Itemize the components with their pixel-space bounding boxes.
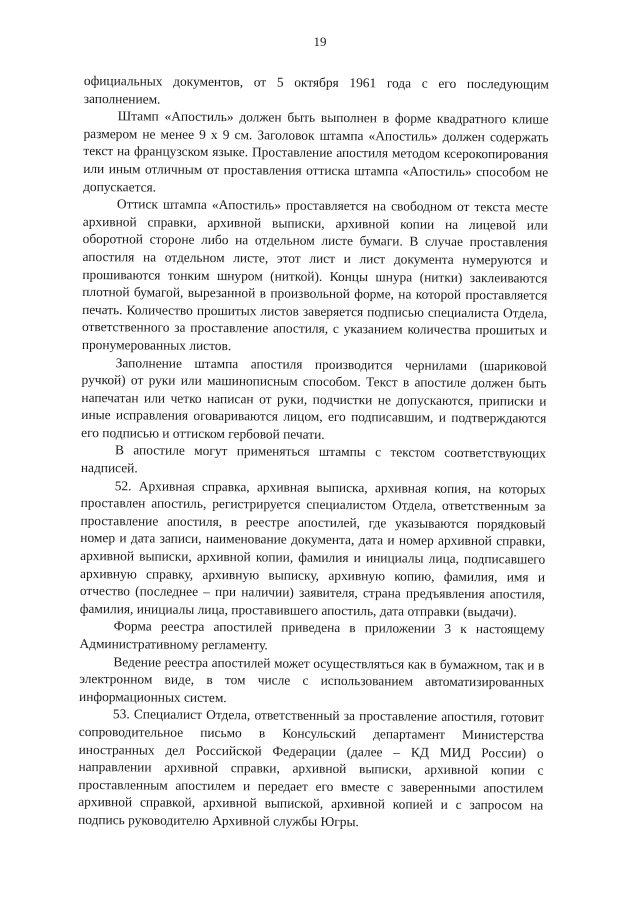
- document-body: [78, 72, 549, 832]
- paragraph-6: 52. Архивная справка, архивная выписка, архивная копия, на которых проставлен апостиль, регистрируется специалистом Отдела, ответственным за проставление апостиля, в реестре апостилей, где указываются порядковый номер и дата записи, наименование документа, дата и номер архивной справки, архивной выписки, архивной копии, фамилия и инициалы лица, подписавшего архивную справку, архивную выписку, архивную копию, фамилия, имя и отчество (последнее – при наличии) заявителя, страна предъявления апостиля, фамилия, инициалы лица, проставившего апостиль, дата отправки (выдачи).: [79, 477, 546, 620]
- paragraph-5: В апостиле могут применяться штампы с текстом соответствующих надписей.: [80, 442, 547, 476]
- paragraph-2: Штамп «Апостиль» должен быть выполнен в форме квадратного клише размером не менее 9 x 9 см. Заголовок штампа «Апостиль» должен содержать текст на французском языке. Проставление апостиля методом ксерокопирования или иным отличным от проставления оттиска штампа «Апостиль» способом не допускается.: [83, 108, 549, 195]
- page-number: 19: [313, 34, 327, 49]
- paragraph-1: официальных документов, от 5 октября 1961 года с его последующим заполнением.: [83, 72, 549, 107]
- paragraph-3: Оттиск штампа «Апостиль» проставляется на свободном от текста месте архивной справки, архивной выписки, архивной копии на лицевой или оборотной стороне либо на отдельном листе бумаги. В случае проставления апостиля на отдельном листе, этот лист и лист документа нумеруются и прошиваются тонким шнуром (ниткой). Концы шнура (нитки) заклеиваются плотной бумагой, вырезанной в произвольной форме, на которой проставляется печать. Количество прошитых листов заверяется подписью специалиста Отдела, ответственного за проставление апостиля, с указанием количества прошитых и пронумерованных листов.: [81, 196, 549, 354]
- paragraph-9: 53. Специалист Отдела, ответственный за проставление апостиля, готовит сопроводительное письмо в Консульский департамент Министерства иностранных дел Российской Федерации (далее – КД МИД России) о направлении архивной справки, архивной выписки, архивной копии с проставленным апостилем и передает его вместе с заверенными апостилем архивной справкой, архивной выпиской, архивной копией и с запросом на подпись руководителю Архивной службы Югры.: [78, 706, 545, 830]
- paragraph-7: Форма реестра апостилей приведена в приложении 3 к настоящему Административному регламенту.: [79, 618, 545, 653]
- paragraph-8: Ведение реестра апостилей может осуществляться как в бумажном, так и в электронном виде, в том числе с использованием автоматизированных информационных систем.: [79, 653, 545, 705]
- paragraph-4: Заполнение штампа апостиля производится чернилами (шариковой ручкой) от руки или машинописным способом. Текст в апостиле должен быть напечатан или четко написан от руки, подчистки не допускаются, приписки и иные исправления оговариваются лицом, его подписавшим, и подтверждаются его подписью и оттиском гербовой печати.: [81, 354, 547, 442]
